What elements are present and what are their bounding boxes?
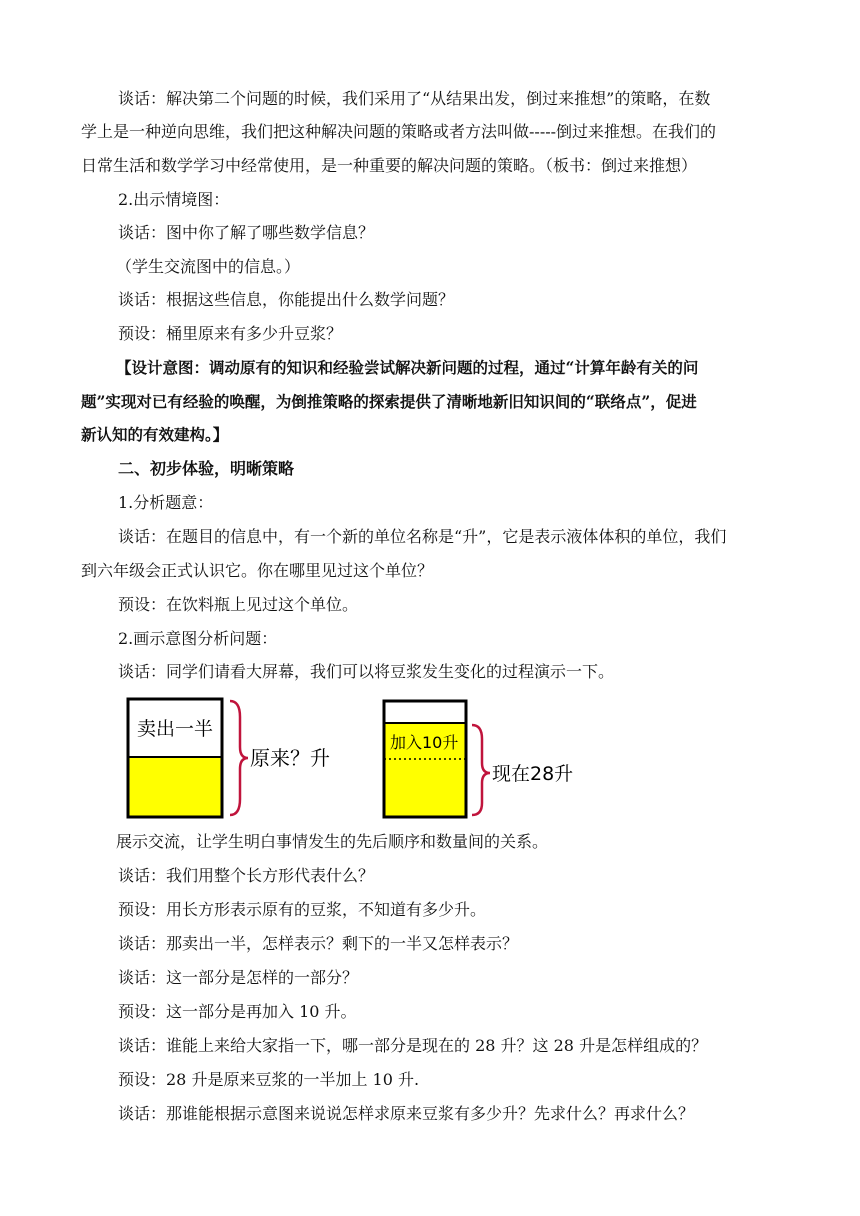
paragraph-line: 谈话：同学们请看大屏幕，我们可以将豆浆发生变化的过程演示一下。 [118,662,615,681]
paragraph-line: （学生交流图中的信息。） [116,257,301,276]
right-brace [472,725,490,815]
left-sold-label: 卖出一半 [136,718,214,740]
paragraph-line: 学上是一种逆向思维，我们把这种解决问题的策略或者方法叫做-----倒过来推想。在我们的 [81,122,717,141]
paragraph-line: 2.出示情境图： [118,190,230,209]
paragraph-line: 谈话：我们用整个长方形代表什么？ [118,866,375,885]
right-added-label: 加入10升 [390,733,459,752]
diagram-svg [120,695,590,821]
design-intent-line: 题”实现对已有经验的唤醒，为倒推策略的探索提供了清晰地新旧知识间的“联络点”，促进 [81,392,697,411]
right-now-label: 现在28升 [492,763,574,785]
left-remaining-half [128,757,222,817]
paragraph-line: 展示交流，让学生明白事情发生的先后顺序和数量间的关系。 [116,832,549,851]
paragraph-line: 日常生活和数学学习中经常使用，是一种重要的解决问题的策略。（板书：倒过来推想） [81,156,698,175]
paragraph-line: 预设：28 升是原来豆浆的一半加上 10 升. [118,1070,420,1089]
paragraph-line: 谈话：根据这些信息，你能提出什么数学问题？ [118,290,455,309]
paragraph-line: 谈话：谁能上来给大家指一下，哪一部分是现在的 28 升？这 28 升是怎样组成的？ [118,1036,708,1055]
paragraph-line: 到六年级会正式认识它。你在哪里见过这个单位？ [81,561,434,580]
paragraph-line: 预设：用长方形表示原有的豆浆，不知道有多少升。 [118,900,487,919]
paragraph-line: 预设：在饮料瓶上见过这个单位。 [118,595,359,614]
soy-milk-diagram [120,695,590,821]
section-heading: 二、初步体验，明晰策略 [118,459,295,478]
paragraph-line: 谈话：这一部分是怎样的一部分？ [118,968,359,987]
paragraph-line: 谈话：图中你了解了哪些数学信息？ [118,223,375,242]
paragraph-line: 预设：这一部分是再加入 10 升。 [118,1002,357,1021]
paragraph-line: 谈话：在题目的信息中，有一个新的单位名称是“升”，它是表示液体体积的单位，我们 [118,527,727,546]
paragraph-line: 2.画示意图分析问题： [118,629,278,648]
paragraph-line: 预设：桶里原来有多少升豆浆？ [118,324,343,343]
left-original-label: 原来？升 [250,746,330,770]
paragraph-line: 谈话：那谁能根据示意图来说说怎样求原来豆浆有多少升？先求什么？再求什么？ [118,1104,695,1123]
paragraph-line: 谈话：解决第二个问题的时候，我们采用了“从结果出发，倒过来推想”的策略，在数 [118,89,711,108]
design-intent-line: 新认知的有效建构。】 [81,425,229,444]
left-brace [230,701,248,815]
paragraph-line: 谈话：那卖出一半，怎样表示？剩下的一半又怎样表示？ [118,934,519,953]
design-intent-line: 【设计意图：调动原有的知识和经验尝试解决新问题的过程，通过“计算年龄有关的问 [116,358,699,377]
paragraph-line: 1.分析题意： [118,493,214,512]
